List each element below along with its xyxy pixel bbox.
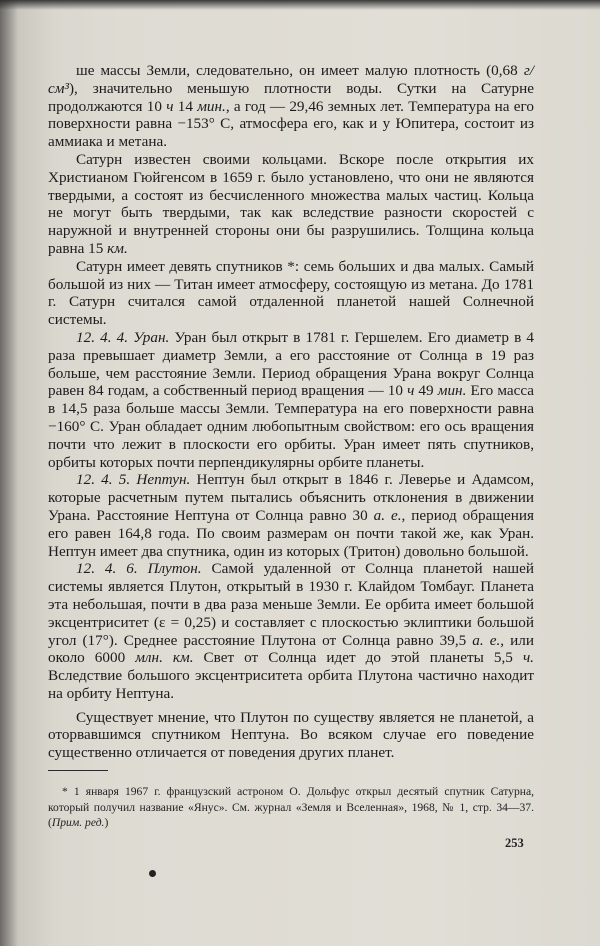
footnote: * 1 января 1967 г. французский астроном О. Дольфус открыл десятый спутник Сатурна, который получил название «Янус». См. журнал «Земля и Вселенная», 1968, № 1, стр. 34—37. (Прим. ред.) (48, 785, 534, 830)
section-heading-uranus: 12. 4. 4. Уран. (76, 328, 170, 346)
paragraph-uranus: 12. 4. 4. Уран. Уран был открыт в 1781 г. Гершелем. Его диаметр в 4 раза превышает диаметр Земли, а его расстояние от Солнца в 19 раз больше, чем расстояние Земли. Период обращения Урана вокруг Солнца равен 84 годам, а собственный период вращения — 10 ч 49 мин. Его масса в 14,5 раза больше массы Земли. Температура на его поверхности равна −160° С. Уран обладает одним любопытным свойством: его ось вращения почти что лежит в плоскости его орбиты. Уран имеет пять спутников, орбиты которых почти перпендикулярны орбите планеты. (48, 328, 535, 471)
top-edge-shadow (0, 0, 600, 10)
page-number: 253 (505, 836, 524, 850)
paragraph-pluto-origin: Существует мнение, что Плутон по существу является не планетой, а оторвавшимся спутником Нептуна. Во всяком случае его поведение существенно отличается от поведения других планет. (48, 708, 534, 762)
paragraph-pluto: 12. 4. 6. Плутон. Самой удаленной от Солнца планетой нашей системы является Плутон, открытый в 1930 г. Клайдом Томбауг. Планета эта небольшая, почти в два раза меньше Земли. Ее орбита имеет большой эксцентриситет (ε = 0,25) и составляет с плоскостью эклиптики большой угол (17°). Среднее расстояние Плутона от Солнца равно 39,5 а. е., или около 6000 млн. км. Свет от Солнца идет до этой планеты 5,5 ч. Вследствие большого эксцентриситета орбита Плутона частично находит на орбиту Нептуна. (48, 560, 534, 702)
paragraph-neptune: 12. 4. 5. Нептун. Нептун был открыт в 1846 г. Леверье и Адамсом, которые расчетным путем пытались объяснить отклонения в движении Урана. Расстояние Нептуна от Солнца равно 30 а. е., период обращения его равен 164,8 года. По своим размерам он почти такой же, как Уран. Нептун имеет два спутника, один из которых (Тритон) довольно большой. (48, 471, 535, 560)
ink-speck (149, 870, 156, 877)
section-heading-neptune: 12. 4. 5. Нептун. (76, 471, 191, 489)
binding-shadow (0, 0, 18, 946)
section-heading-pluto: 12. 4. 6. Плутон. (76, 560, 202, 578)
paragraph-saturn-satellites: Сатурн имеет девять спутников *: семь больших и два малых. Самый большой из них — Титан имеет атмосферу, состоящую из метана. До 1781 г. Сатурн считался самой отдаленной планетой нашей Солнечной системы. (48, 257, 534, 329)
main-text (48, 62, 534, 762)
paragraph-saturn-rotation: ше массы Земли, следовательно, он имеет малую плотность (0,68 г/см³), значительно меньшую плотности воды. Сутки на Сатурне продолжаются 10 ч 14 мин., а год — 29,46 земных лет. Температура на его поверхности равна −153° С, атмосфера его, как и у Юпитера, состоит из аммиака и метана. (48, 62, 534, 151)
paragraph-saturn-rings: Сатурн известен своими кольцами. Вскоре после открытия их Христианом Гюйгенсом в 1659 г. было установлено, что они не являются твердыми, а состоят из бесчисленного множества малых частиц. Кольца не могут быть твердыми, так как вследствие разности скоростей с наружной и внутренней стороны они бы разрушились. Толщина кольца равна 15 км. (48, 150, 534, 257)
footnote-divider (48, 770, 108, 771)
